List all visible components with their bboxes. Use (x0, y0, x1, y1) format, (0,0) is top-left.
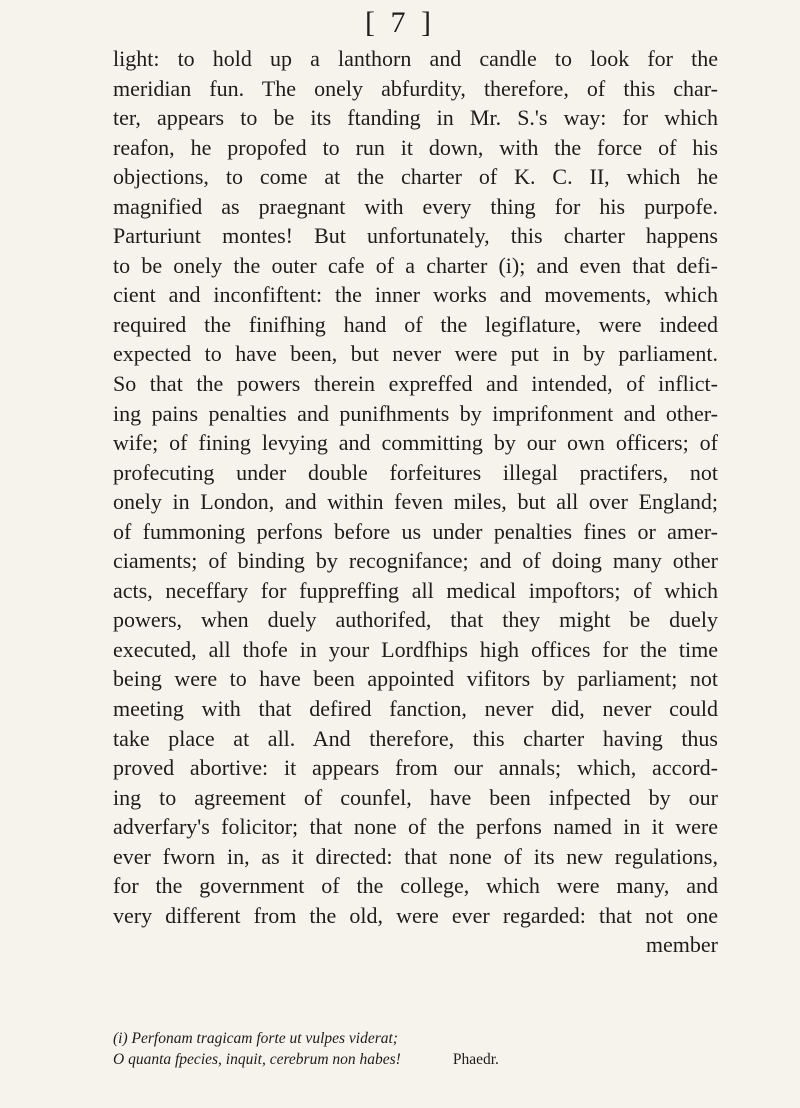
text-line: wife; of fining levying and committing by our own officers; of (113, 430, 718, 456)
text-line: take place at all. And therefore, this charter having thus (113, 725, 718, 751)
text-line: required the finifhing hand of the legiflature, were indeed (113, 311, 718, 337)
text-line: of fummoning perfons before us under penalties fines or amer- (113, 518, 718, 544)
text-line: reafon, he propofed to run it down, with the force of his (113, 134, 718, 160)
text-line: acts, neceffary for fuppreffing all medical impoftors; of which (113, 577, 718, 603)
catchword: member (645, 932, 718, 958)
text-line: for the government of the college, which were many, and (113, 873, 718, 899)
text-line: So that the powers therein expreffed and intended, of inflict- (113, 371, 718, 397)
text-line: ing pains penalties and punifhments by imprifonment and other- (113, 400, 718, 426)
page-number: [ 7 ] (365, 6, 435, 39)
text-line: Parturiunt montes! But unfortunately, this charter happens (113, 223, 718, 249)
text-line: meridian fun. The onely abfurdity, therefore, of this char- (113, 75, 718, 101)
text-line: onely in London, and within feven miles, but all over England; (113, 489, 718, 515)
footnote-source: Phaedr. (452, 1051, 499, 1068)
text-line: adverfary's folicitor; that none of the perfons named in it were (113, 814, 718, 840)
text-line: ter, appears to be its ftanding in Mr. S.'s way: for which (113, 105, 718, 131)
text-line: profecuting under double forfeitures illegal practifers, not (113, 459, 718, 485)
text-line: ing to agreement of counfel, have been infpected by our (113, 784, 718, 810)
footnote-line (113, 1049, 718, 1070)
text-line: powers, when duely authorifed, that they might be duely (113, 607, 718, 633)
body-text (113, 44, 718, 960)
text-line: ever fworn in, as it directed: that none of its new regulations, (113, 843, 718, 869)
text-line: magnified as praegnant with every thing for his purpofe. (113, 193, 718, 219)
text-line: expected to have been, but never were put in by parliament. (113, 341, 718, 367)
text-line: ciaments; of binding by recognifance; and of doing many other (113, 548, 718, 574)
text-line: light: to hold up a lanthorn and candle to look for the (113, 46, 718, 71)
text-line: meeting with that defired fanction, never did, never could (113, 696, 718, 722)
text-line: very different from the old, were ever regarded: that not one (113, 902, 718, 928)
footnote-line-text: O quanta fpecies, inquit, cerebrum non habes! (113, 1051, 401, 1068)
text-line: proved abortive: it appears from our annals; which, accord- (113, 755, 718, 781)
text-line: cient and inconfiftent: the inner works and movements, which (113, 282, 718, 308)
footnote-line: (i) Perfonam tragicam forte ut vulpes viderat; (113, 1030, 398, 1047)
text-line: executed, all thofe in your Lordfhips high offices for the time (113, 636, 718, 662)
footnote (113, 1028, 718, 1070)
text-line: objections, to come at the charter of K. C. II, which he (113, 164, 718, 190)
text-line: to be onely the outer cafe of a charter (i); and even that defi- (113, 252, 718, 278)
text-line: being were to have been appointed vifitors by parliament; not (113, 666, 718, 692)
